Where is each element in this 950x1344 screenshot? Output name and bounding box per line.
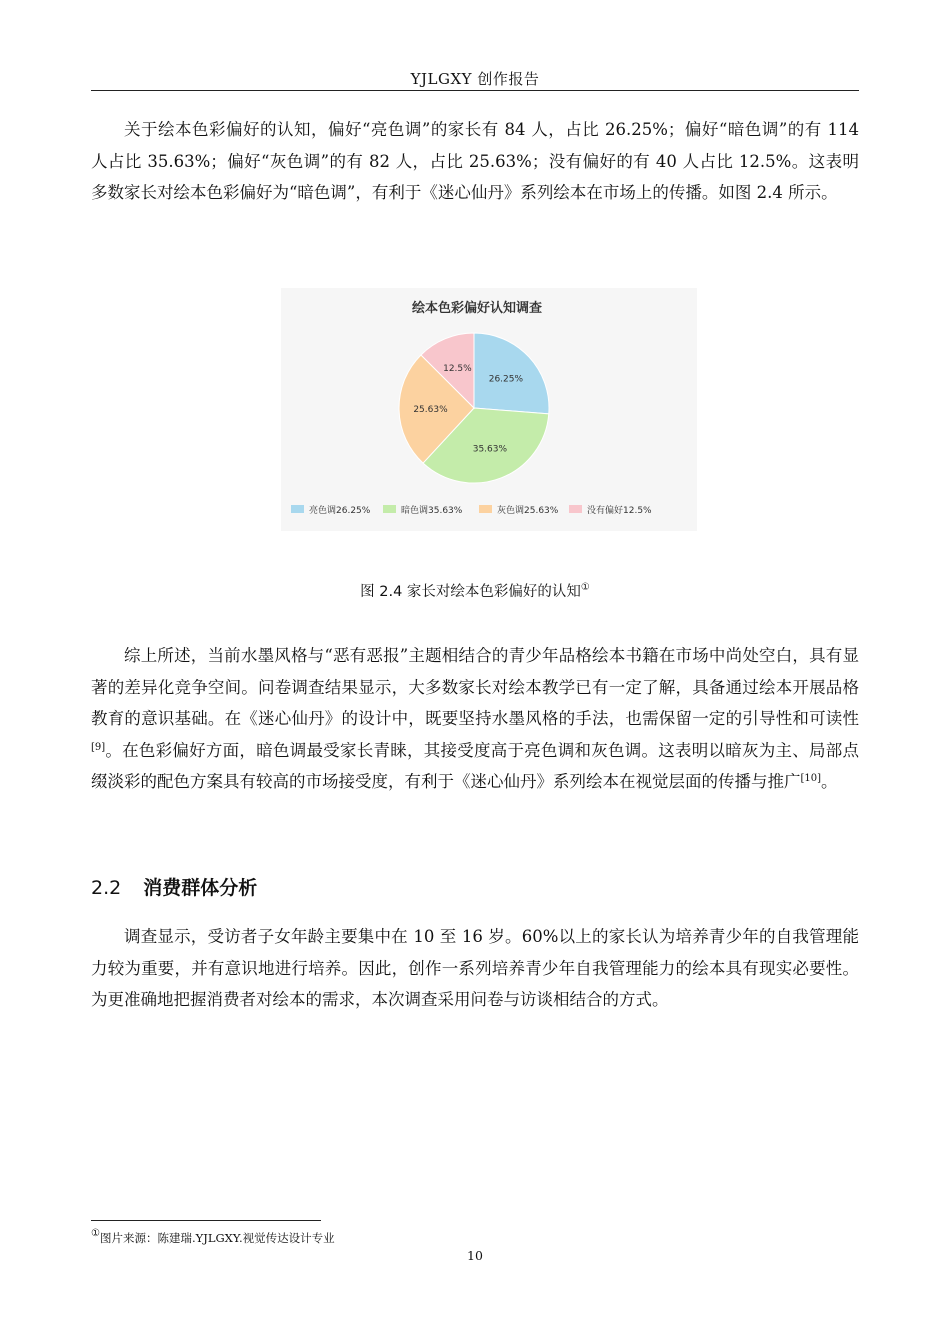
pie-chart-figure [281, 288, 697, 531]
pie-chart [281, 288, 697, 531]
legend-item-1 [291, 504, 371, 516]
legend-swatch-4 [569, 505, 582, 513]
legend-swatch-3 [479, 505, 492, 513]
paragraph-color-preference: 关于绘本色彩偏好的认知，偏好“亮色调”的家长有 84 人，占比 26.25%；偏好“暗色调”的有 114 人占比 35.63%；偏好“灰色调”的有 82 人，占比 25.63%；没有偏好的有 40 人占比 12.5%。这表明多数家长对绘本色彩偏好为“暗色调”，有利于《迷心仙丹》系列绘本在市场上的传播。如图 2.4 所示。 [91, 120, 859, 202]
summary-text-2: 。在色彩偏好方面，暗色调最受家长青睐，其接受度高于亮色调和灰色调。这表明以暗灰为主、局部点缀淡彩的配色方案具有较高的市场接受度，有利于《迷心仙丹》系列绘本在视觉层面的传播与推广 [91, 740, 859, 791]
pie-slice-1 [474, 333, 549, 414]
slice-value-label-3: 25.63% [413, 404, 448, 415]
figure-caption-text: 图 2.4 家长对绘本色彩偏好的认知 [360, 584, 581, 600]
section-number: 2.2 [91, 877, 122, 899]
section-title: 消费群体分析 [143, 877, 258, 899]
footnote [91, 1230, 335, 1246]
slice-value-label-1: 26.25% [488, 374, 524, 385]
footnote-rule [91, 1220, 321, 1221]
legend-item-2 [383, 504, 463, 516]
figure-caption [0, 580, 950, 601]
chart-title: 绘本色彩偏好认知调查 [411, 301, 543, 316]
citation-9: [9] [91, 741, 106, 753]
legend-swatch-1 [291, 505, 304, 513]
legend-label-3: 灰色调25.63% [497, 506, 559, 516]
paragraph-consumer-analysis: 调查显示，受访者子女年龄主要集中在 10 至 16 岁。60%以上的家长认为培养青少年的自我管理能力较为重要，并有意识地进行培养。因此，创作一系列培养青少年自我管理能力的绘本具有现实必要性。为更准确地把握消费者对绘本的需求，本次调查采用问卷与访谈相结合的方式。 [91, 927, 859, 1009]
legend-swatch-2 [383, 505, 396, 513]
slice-value-label-4: 12.5% [443, 363, 472, 374]
page-header: YJLGXY 创作报告 [410, 70, 540, 88]
paragraph-summary [91, 640, 859, 798]
summary-text-3: 。 [821, 772, 838, 791]
figure-caption-note: ① [580, 582, 590, 593]
legend-item-3 [479, 504, 559, 516]
header-rule [91, 90, 859, 91]
legend-label-1: 亮色调26.25% [309, 506, 371, 516]
slice-value-label-2: 35.63% [472, 444, 508, 455]
footnote-text: 图片来源：陈建瑞.YJLGXY.视觉传达设计专业 [99, 1231, 335, 1245]
summary-text-1: 综上所述，当前水墨风格与“恶有恶报”主题相结合的青少年品格绘本书籍在市场中尚处空白，具有显著的差异化竞争空间。问卷调查结果显示，大多数家长对绘本教学已有一定了解，具备通过绘本开展品格教育的意识基础。在《迷心仙丹》的设计中，既要坚持水墨风格的手法，也需保留一定的引导性和可读性 [91, 646, 859, 728]
section-heading [91, 873, 257, 900]
footnote-marker: ① [91, 1228, 100, 1239]
legend-label-4: 没有偏好12.5% [587, 506, 652, 516]
legend-label-2: 暗色调35.63% [401, 506, 463, 516]
legend-item-4 [569, 504, 652, 516]
page-number: 10 [467, 1248, 483, 1263]
citation-10: [10] [800, 773, 822, 784]
